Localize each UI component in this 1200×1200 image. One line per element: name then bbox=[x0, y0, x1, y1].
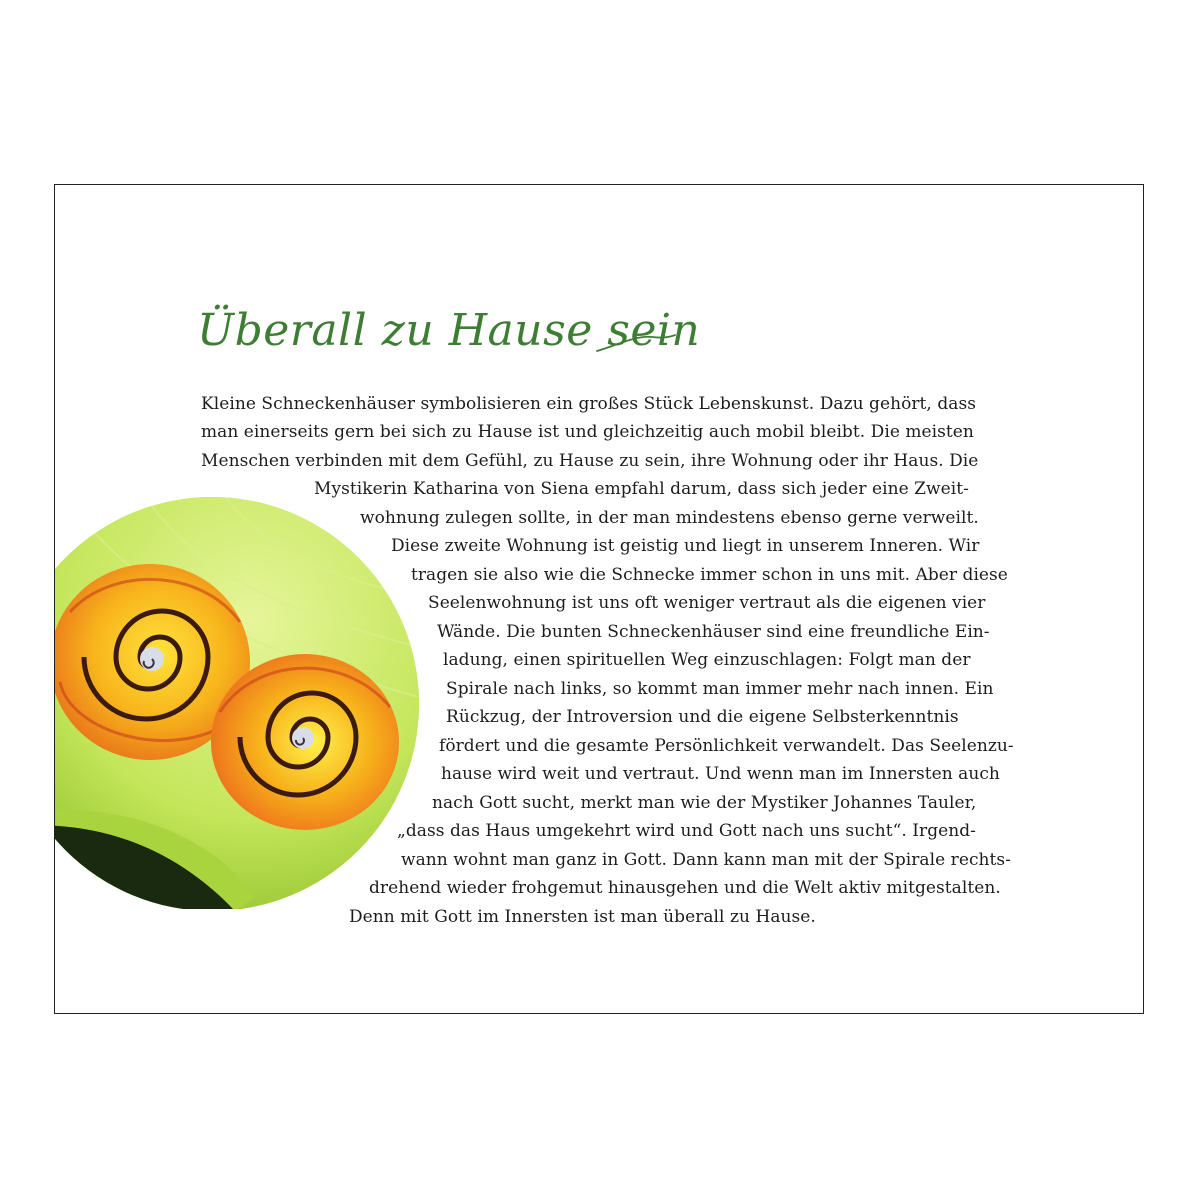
text-line: Spirale nach links, so kommt man immer mehr nach innen. Ein bbox=[446, 679, 994, 699]
text-line: fördert und die gesamte Persönlichkeit verwandelt. Das Seelenzu- bbox=[439, 736, 1014, 756]
text-line: Kleine Schneckenhäuser symbolisieren ein großes Stück Lebenskunst. Dazu gehört, dass bbox=[201, 394, 977, 414]
photo-circle bbox=[54, 497, 419, 909]
text-line: Wände. Die bunten Schneckenhäuser sind eine freundliche Ein- bbox=[437, 622, 990, 642]
text-line: Mystikerin Katharina von Siena empfahl darum, dass sich jeder eine Zweit- bbox=[314, 479, 969, 499]
snail-shells-icon bbox=[54, 497, 419, 909]
text-line: hause wird weit und vertraut. Und wenn man im Innersten auch bbox=[441, 764, 1000, 784]
text-line: ladung, einen spirituellen Weg einzuschlagen: Folgt man der bbox=[443, 650, 971, 670]
text-line: Denn mit Gott im Innersten ist man überall zu Hause. bbox=[349, 907, 816, 927]
text-line: Diese zweite Wohnung ist geistig und liegt in unserem Inneren. Wir bbox=[391, 536, 980, 556]
page-card bbox=[54, 184, 1144, 1014]
text-line: „dass das Haus umgekehrt wird und Gott nach uns sucht“. Irgend- bbox=[397, 821, 976, 841]
text-line: tragen sie also wie die Schnecke immer schon in uns mit. Aber diese bbox=[411, 565, 1008, 585]
snail-shells-photo bbox=[54, 497, 423, 909]
text-line: man einerseits gern bei sich zu Hause ist und gleichzeitig auch mobil bleibt. Die meisten bbox=[201, 422, 974, 442]
text-line: nach Gott sucht, merkt man wie der Mystiker Johannes Tauler, bbox=[432, 793, 977, 813]
page-title bbox=[197, 297, 701, 377]
text-line: Menschen verbinden mit dem Gefühl, zu Hause zu sein, ihre Wohnung oder ihr Haus. Die bbox=[201, 451, 979, 471]
page-title-text: Überall zu Hause sein bbox=[197, 305, 701, 356]
text-line: Seelenwohnung ist uns oft weniger vertraut als die eigenen vier bbox=[428, 593, 986, 613]
text-line: wann wohnt man ganz in Gott. Dann kann man mit der Spirale rechts- bbox=[401, 850, 1011, 870]
text-line: Rückzug, der Introversion und die eigene Selbsterkenntnis bbox=[446, 707, 959, 727]
title-flourish-icon bbox=[197, 297, 677, 377]
text-line: wohnung zulegen sollte, in der man mindestens ebenso gerne verweilt. bbox=[360, 508, 979, 528]
text-line: drehend wieder frohgemut hinausgehen und die Welt aktiv mitgestalten. bbox=[369, 878, 1001, 898]
